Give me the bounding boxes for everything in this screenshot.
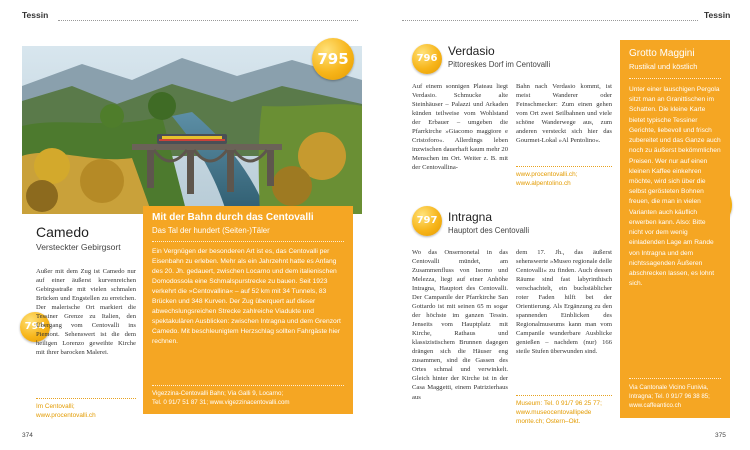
verdasio-info [516, 171, 612, 189]
intragna-heading [448, 210, 608, 235]
intragna-col2: dem 17. Jh., das äußerst sehenswerte »Museo regionale delle Centovalli« zu finden. Auch dessen Räume sind fast labyrinthisch verschachtelt, ein buchstäblicher roter Faden hilft bei der Orientierung. Als Ergänzung zu den spannenden Einblicken des Regionalmuseums kann man vom Campanile wunderbare Ausblicke genießen – nachdem (nur) 166 steile Stufen überwunden sind. [516, 249, 612, 356]
intragna-info [516, 400, 612, 427]
intragna-col1: Wo das Onsernonetal in das Centovalli mündet, am Zusammenfluss von Isorno und Melezza, liegt auf einer Anhöhe Intragna, Hauptort des Centovalli. Der Campanile der Pfarrkirche San Gottardo ist mit seinen 65 m sogar der höchste im ganzen Tessin. Jenseits vom Hauptplatz mit Kirche, Rathaus und klassizistischem Brunnen dagegen drängen sich die Häuser eng zusammen, sind die Gassen des Ortes schmal und verwinkelt. Gleich hinter der Kirche ist in der Casa Maggetti, einem Patrizierhaus aus [412, 249, 508, 401]
camedo-title: Camedo [36, 224, 89, 240]
centovalli-divider-bottom [152, 385, 344, 386]
number-badge-795: 795 [312, 38, 354, 80]
running-header-left: Tessin [22, 10, 49, 20]
intragna-title: Intragna [448, 210, 493, 224]
centovalli-subtitle: Das Tal der hundert (Seiten-)Täler [152, 226, 270, 235]
grotto-title: Grotto Maggini [629, 48, 695, 59]
grotto-info-line3[interactable]: www.caffeantico.ch [629, 401, 682, 409]
verdasio-subtitle: Pittoreskes Dorf im Centovalli [448, 60, 551, 69]
grotto-info-line2: Intragna; Tel. 0 91/7 96 38 85; [629, 392, 710, 400]
verdasio-info-label[interactable]: www.procentovalli.ch; [516, 171, 578, 178]
page-number-right: 375 [715, 432, 726, 439]
header-rule-left [58, 20, 358, 21]
verdasio-info-url[interactable]: www.alpentolino.ch [516, 179, 571, 187]
camedo-info [36, 403, 136, 421]
verdasio-col1: Auf einem sonnigen Plateau liegt Verdasio. Schmucke alte Steinhäuser – Palazzi und Arkaden künden teilweise vom Wohlstand der Erbauer – umgeben die Pfarrkirche »Giacomo maggiore e Cristoforo«. Allerdings leben inzwischen dauerhaft kaum mehr 20 Menschen im Ort. Weiter z. B. mit der Centovallina- [412, 83, 508, 172]
running-header-right: Tessin [704, 10, 731, 20]
camedo-body: Außer mit dem Zug ist Camedo nur auf einer äußerst kurvenreichen Gebirgsstraße mit vielen schmalen Brücken und Engstellen zu erreichen. Der malerische Ort markiert die Tessiner Grenze zu Italien, den Übergang vom Centovalli ins Piemont. Sehenswert ist die dem heiligen Lorenzo geweihte Kirche mit ihrer barocken Malerei. [36, 268, 136, 357]
verdasio-col2: Bahn nach Verdasio kommt, ist meist Wanderer oder Feinschmecker: Zum einen gehen vom Ort zwei Seilbahnen und viele schöne Wanderwege aus, zum anderen versteckt sich hier das Gourmet-Lokal »Al Pentolino«. [516, 83, 612, 145]
camedo-info-url[interactable]: www.procentovalli.ch [36, 411, 96, 419]
train-viaduct-photo [22, 46, 362, 214]
grotto-divider-top [629, 78, 721, 79]
grotto-subtitle: Rustikal und köstlich [629, 62, 698, 71]
number-badge-796: 796 [412, 44, 442, 74]
centovalli-body: Ein Vergnügen der besonderen Art ist es, das Centovalli per Eisenbahn zu erleben. Mehr als ein Jahrzehnt hatte es Anfang des 20. Jh. gedauert, zwischen Locarno und dem italienischen Domodossola eine Schmalspurstrecke zu bauen. Seit 1923 verkehrt die »Centovallina« – auf 52 km mit 34 Tunnels, 83 Brücken und 348 Kurven. Der Zug überquert auf dieser abwechslungsreichen Strecke zahlreiche Viadukte und spektakulären Ausblicken: zwischen Intragna und dem Grenzort Camedo. Mit beschleunigtem Herzschlag sollten Fahrgäste hier rechnen. [152, 248, 341, 346]
number-badge-797: 797 [412, 206, 442, 236]
camedo-section [36, 224, 136, 252]
grotto-body: Unter einer lauschigen Pergola sitzt man an Granittischen im Schatten. Die kleine Karte bietet typische Tessiner Gerichte, liebevoll und frisch zubereitet und das Ganze auch noch zu äußerst bekömmlichen Preisen. Wer nur auf einen kleinen Kaffee einkehren möchte, wird sich über die selbst gerösteten Bohnen freuen, die man in vielen Varianten auch käuflich erwerben kann. Also: Bitte nicht vor dem wenig einladenden Lage am Rande von Intragna und dem nichtssagenden Äußeren abschrecken lassen, es lohnt sich. [629, 86, 721, 288]
intragna-divider [516, 395, 612, 396]
intragna-subtitle: Hauptort des Centovalli [448, 226, 530, 235]
centovalli-info-line2[interactable]: Tel. 0 91/7 51 87 31; www.vigezzinacentovalli.com [152, 399, 290, 407]
verdasio-heading [448, 44, 608, 69]
verdasio-divider [516, 166, 612, 167]
header-rule-right [402, 20, 698, 21]
page-number-left: 374 [22, 432, 33, 439]
centovalli-divider-top [152, 241, 344, 242]
centovalli-info-line1: Vigezzina-Centovalli Bahn; Via Galli 9, Locarno; [152, 390, 284, 398]
camedo-subtitle: Versteckter Gebirgsort [36, 242, 121, 252]
intragna-info-line2[interactable]: www.museocentovallipede [516, 408, 592, 416]
camedo-info-label: Im Centovalli; [36, 403, 75, 410]
centovalli-title: Mit der Bahn durch das Centovalli [152, 212, 314, 223]
intragna-info-line3[interactable]: monte.ch; Ostern–Okt. [516, 417, 581, 425]
intragna-info-line1: Museum: Tel. 0 91/7 96 25 77; [516, 400, 602, 407]
camedo-divider [36, 398, 136, 399]
number-badge-794: 794 [20, 312, 50, 342]
grotto-box [620, 40, 730, 418]
grotto-info-line1: Via Cantonale Vicino Funivia, [629, 383, 709, 391]
grotto-divider-bottom [629, 378, 721, 379]
centovalli-box [143, 206, 353, 414]
verdasio-title: Verdasio [448, 44, 495, 58]
